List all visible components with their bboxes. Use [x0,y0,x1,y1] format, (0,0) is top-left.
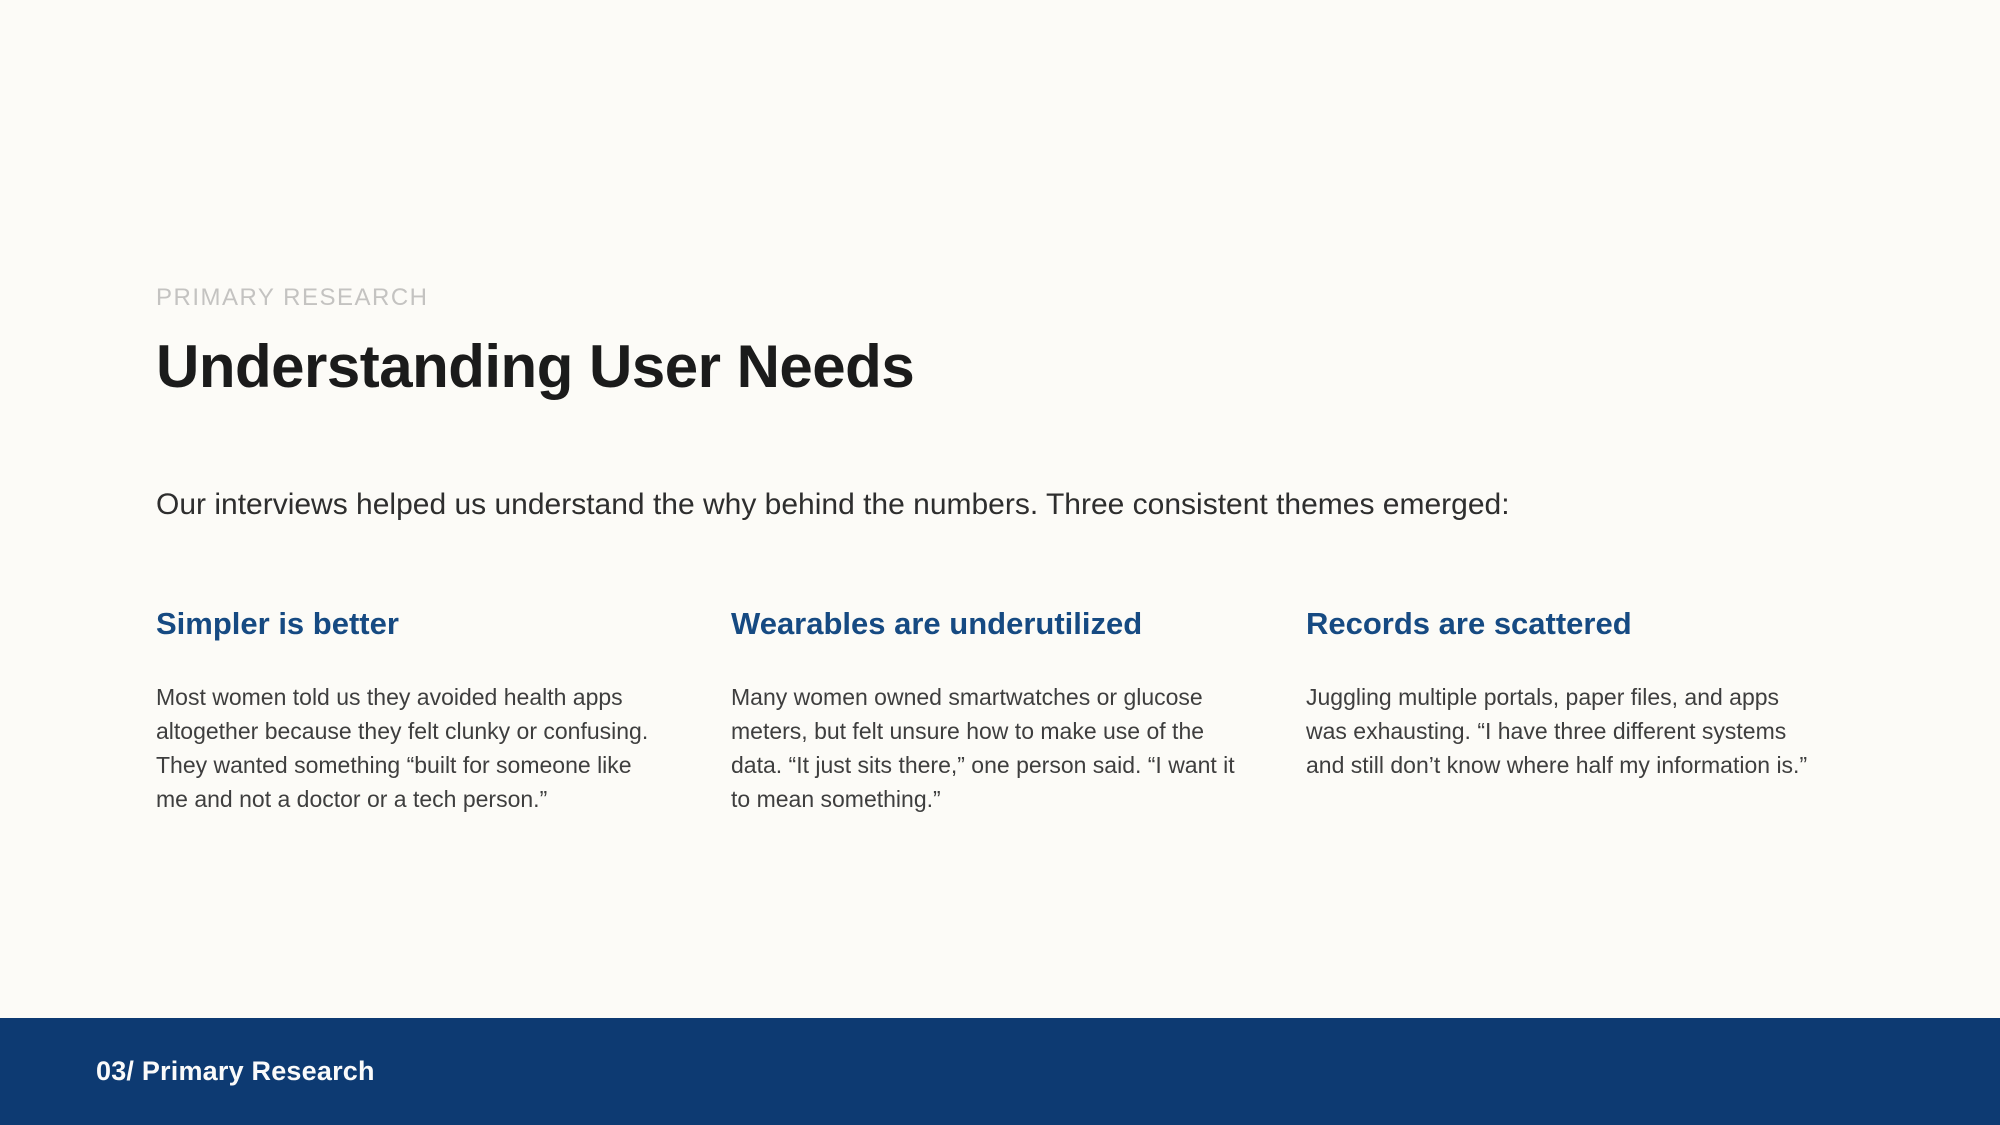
footer-slide-label: 03/ Primary Research [96,1056,375,1086]
theme-heading: Simpler is better [156,606,399,641]
footer-bar [0,1018,2000,1125]
theme-column-simpler [156,605,695,816]
theme-heading: Records are scattered [1306,606,1632,641]
themes-grid [156,605,1845,816]
page-title: Understanding User Needs [156,333,915,400]
theme-body: Many women owned smartwatches or glucose meters, but felt unsure how to make use of the data. “It just sits there,” one person said. “I want it to mean something.” [731,683,1235,812]
theme-heading: Wearables are underutilized [731,606,1143,641]
intro-text: Our interviews helped us understand the why behind the numbers. Three consistent themes emerged: [156,488,1510,521]
theme-column-records [1306,605,1845,816]
theme-column-wearables [731,605,1270,816]
eyebrow-label: PRIMARY RESEARCH [156,284,429,311]
theme-body: Juggling multiple portals, paper files, and apps was exhausting. “I have three different systems and still don’t know where half my information is.” [1306,683,1808,778]
theme-body: Most women told us they avoided health apps altogether because they felt clunky or confusing. They wanted something “built for someone like me and not a doctor or a tech person.” [156,683,649,812]
